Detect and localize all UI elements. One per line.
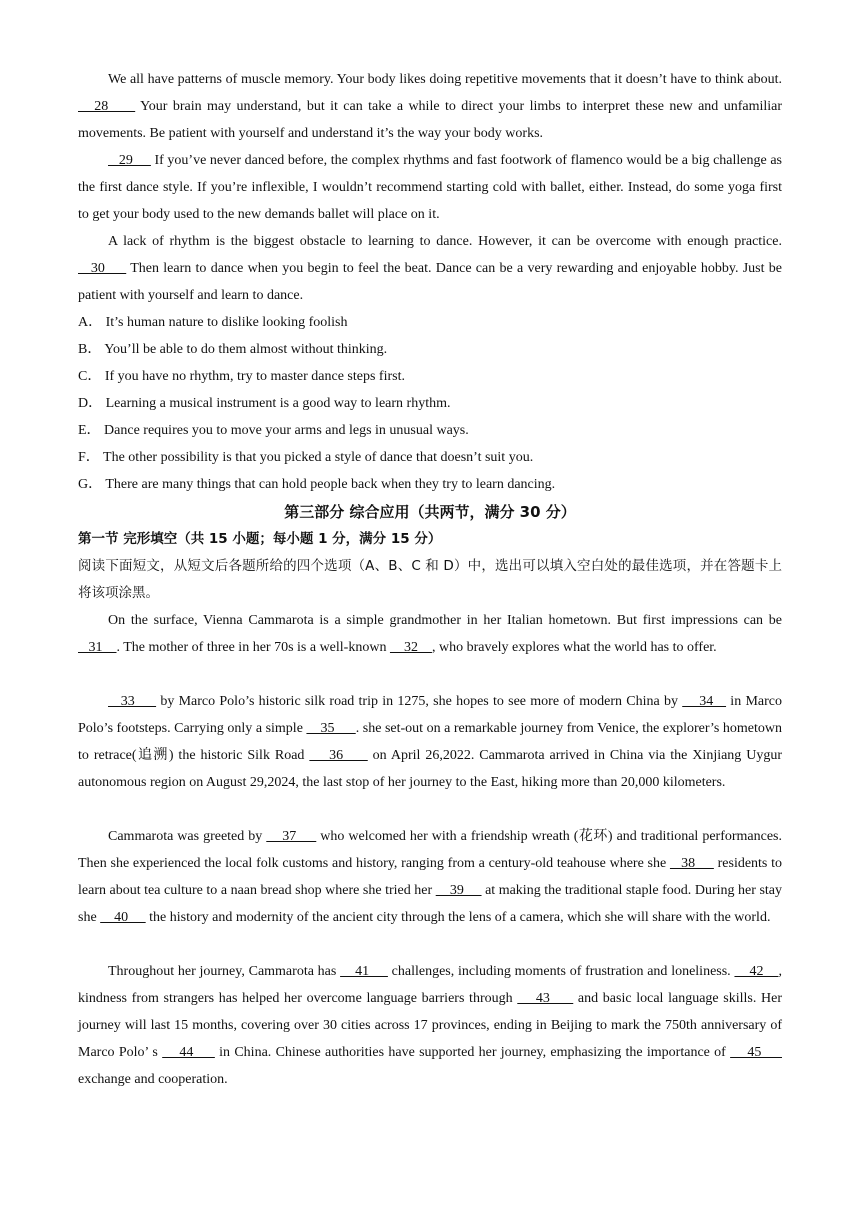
reading-paragraph-1	[78, 66, 782, 147]
blank-34: 34	[682, 694, 727, 709]
blank-39: 39	[435, 883, 482, 898]
blank-31: 31	[78, 640, 117, 655]
paragraph-text: exchange and cooperation.	[78, 1072, 228, 1087]
blank-40: 40	[100, 910, 146, 925]
paragraph-text: , who bravely explores what the world has to offer.	[431, 640, 717, 655]
paragraph-text: at making the traditional staple food. During her stay she	[78, 883, 782, 925]
paragraph-text: We all have patterns of muscle memory. Your body likes doing repetitive movements that it doesn’t have to think about.	[108, 72, 782, 87]
paragraph-text: on April 26,2022. Cammarota arrived in China via the Xinjiang Uygur autonomous region on August 29,2024, the last stop of her journey to the East, hiking more than 20,000 kilometers.	[78, 748, 783, 790]
blank-41: 41	[340, 964, 388, 979]
reading-paragraph-3	[78, 228, 782, 309]
blank-29: 29	[108, 153, 151, 168]
subsection-title: 第一节 完形填空（共 15 小题；每小题 1 分，满分 15 分）	[78, 531, 442, 547]
instructions: 阅读下面短文，从短文后各题所给的四个选项（A、B、C 和 D）中，选出可以填入空白处的最佳选项，并在答题卡上将该项涂黑。	[78, 558, 782, 601]
paragraph-text: . The mother of three in her 70s is a well-known	[116, 640, 390, 655]
blank-42: 42	[734, 964, 779, 979]
paragraph-text: who welcomed her with a friendship wreath (花环) and traditional performances. Then she experienced the local folk customs and history, ranging from a century-old teahouse where she	[78, 829, 783, 871]
cloze-paragraph-2	[78, 688, 782, 796]
paragraph-text: If you’ve never danced before, the complex rhythms and fast footwork of flamenco would be a big challenge as the first dance style. If you’re inflexible, I wouldn’t recommend starting cold with ballet, either. Instead, do some yoga first to get your body used to the new demands ballet will place on it.	[78, 153, 782, 222]
option-e: E． Dance requires you to move your arms and legs in unusual ways.	[78, 423, 469, 438]
paragraph-text: the history and modernity of the ancient city through the lens of a camera, which she will share with the world.	[145, 910, 771, 925]
blank-43: 43	[517, 991, 574, 1006]
paragraph-text: Cammarota was greeted by	[108, 829, 267, 844]
blank-37: 37	[266, 829, 317, 844]
paragraph-text: A lack of rhythm is the biggest obstacle to learning to dance. However, it can be overcome with enough practice.	[108, 234, 782, 249]
cloze-paragraph-4	[78, 958, 782, 1093]
blank-35: 35	[306, 721, 356, 736]
paragraph-text: , kindness from strangers has helped her overcome language barriers through	[78, 964, 783, 1006]
paragraph-text: and basic local language skills. Her journey will last 15 months, covering over 30 cities across 17 provinces, ending in Beijing to mark the 750th anniversary of Marco Polo’ s	[78, 991, 782, 1060]
paragraph-text: by Marco Polo’s historic silk road trip in 1275, she hopes to see more of modern China by	[156, 694, 683, 709]
paragraph-text: On the surface, Vienna Cammarota is a simple grandmother in her Italian hometown. But first impressions can be	[108, 613, 782, 628]
option-d: D． Learning a musical instrument is a good way to learn rhythm.	[78, 396, 451, 411]
paragraph-text: Throughout her journey, Cammarota has	[108, 964, 341, 979]
paragraph-text: Your brain may understand, but it can take a while to direct your limbs to interpret these new and unfamiliar movements. Be patient with yourself and understand it’s the way your body works.	[78, 99, 782, 141]
blank-45: 45	[730, 1045, 782, 1060]
blank-36: 36	[309, 748, 368, 763]
blank-28: 28	[78, 99, 136, 114]
cloze-paragraph-1	[78, 607, 782, 661]
cloze-paragraph-3	[78, 823, 782, 931]
paragraph-text: in China. Chinese authorities have supported her journey, emphasizing the importance of	[214, 1045, 731, 1060]
paragraph-text: in Marco Polo’s footsteps. Carrying only a simple	[78, 694, 782, 736]
paragraph-text: Then learn to dance when you begin to feel the beat. Dance can be a very rewarding and enjoyable hobby. Just be patient with yourself and learn to dance.	[78, 261, 783, 303]
option-b: B． You’ll be able to do them almost without thinking.	[78, 342, 388, 357]
blank-44: 44	[162, 1045, 215, 1060]
paragraph-text: residents to learn about tea culture to a naan bread shop where she tried her	[78, 856, 783, 898]
blank-30: 30	[78, 261, 127, 276]
paragraph-text: challenges, including moments of frustration and loneliness.	[387, 964, 735, 979]
blank-38: 38	[669, 856, 714, 871]
reading-paragraph-2	[78, 147, 782, 228]
paragraph-text: . she set-out on a remarkable journey from Venice, the explorer’s hometown to retrace(追溯) the historic Silk Road	[78, 721, 783, 763]
blank-32: 32	[389, 640, 432, 655]
blank-33: 33	[108, 694, 157, 709]
option-c: C． If you have no rhythm, try to master dance steps first.	[78, 369, 405, 384]
option-f: F． The other possibility is that you picked a style of dance that doesn’t suit you.	[78, 450, 534, 465]
option-a: A． It’s human nature to dislike looking foolish	[78, 315, 348, 330]
option-g: G． There are many things that can hold people back when they try to learn dancing.	[78, 477, 556, 492]
section-title: 第三部分 综合应用（共两节，满分 30 分）	[284, 503, 576, 521]
